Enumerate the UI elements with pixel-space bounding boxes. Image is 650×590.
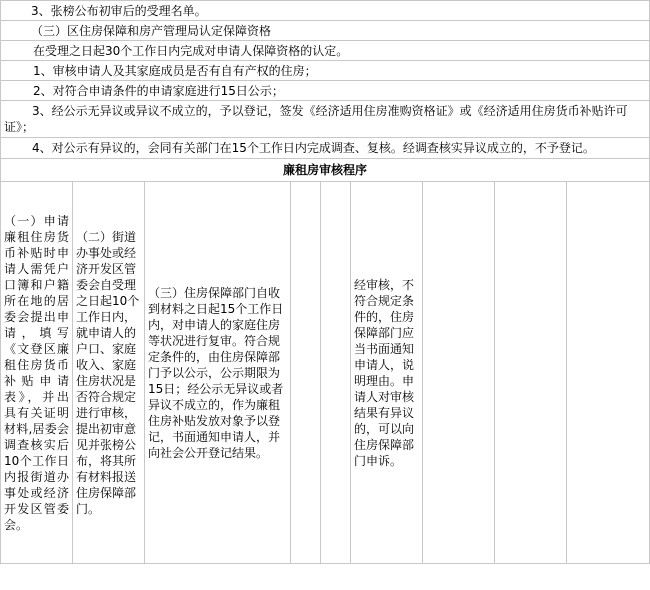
section-title: 廉租房审核程序 [1,159,650,182]
text-paragraph: 4、对公示有异议的，会同有关部门在15个工作日内完成调查、复核。经调查核实异议成立的，不予登记。 [1,138,650,159]
step-cell: （一）申请廉租住房货币补贴时申请人需凭户口簿和户籍所在地的居委会提出申请，填写《文登区廉租住房货币补贴申请表》，并出具有关证明材料,居委会调查核实后10个工作日内报街道办事处或经济开发区管委会。 [1,182,73,564]
text-line: 3、张榜公布初审后的受理名单。 [1,1,650,21]
step-cell: 经审核，不符合规定条件的，住房保障部门应当书面通知申请人，说明理由。申请人对审核结果有异议的，可以向住房保障部门申诉。 [351,182,423,564]
text-line: （三）区住房保障和房产管理局认定保障资格 [1,21,650,41]
text-paragraph: 3、经公示无异议或异议不成立的，予以登记，签发《经济适用住房准购资格证》或《经济适用住房货币补贴许可证》； [1,101,650,138]
step-cell [321,182,351,564]
step-cell [495,182,567,564]
step-cell [567,182,650,564]
text-line: 在受理之日起30个工作日内完成对申请人保障资格的认定。 [1,41,650,61]
step-cell: （二）街道办事处或经济开发区管委会自受理之日起10个工作日内，就申请人的户口、家庭收入、家庭住房状况是否符合规定进行审核，提出初审意见并张榜公布，将其所有材料报送住房保障部门。 [73,182,145,564]
step-cell [291,182,321,564]
text-line: 1、审核申请人及其家庭成员是否有自有产权的住房； [1,61,650,81]
step-cell: （三）住房保障部门自收到材料之日起15个工作日内，对申请人的家庭住房等状况进行复审。符合规定条件的，由住房保障部门予以公示，公示期限为15日；经公示无异议或者异议不成立的，作为廉租住房补贴发放对象予以登记，书面通知申请人，并向社会公开登记结果。 [145,182,291,564]
text-line: 2、对符合申请条件的申请家庭进行15日公示； [1,81,650,101]
step-cell [423,182,495,564]
